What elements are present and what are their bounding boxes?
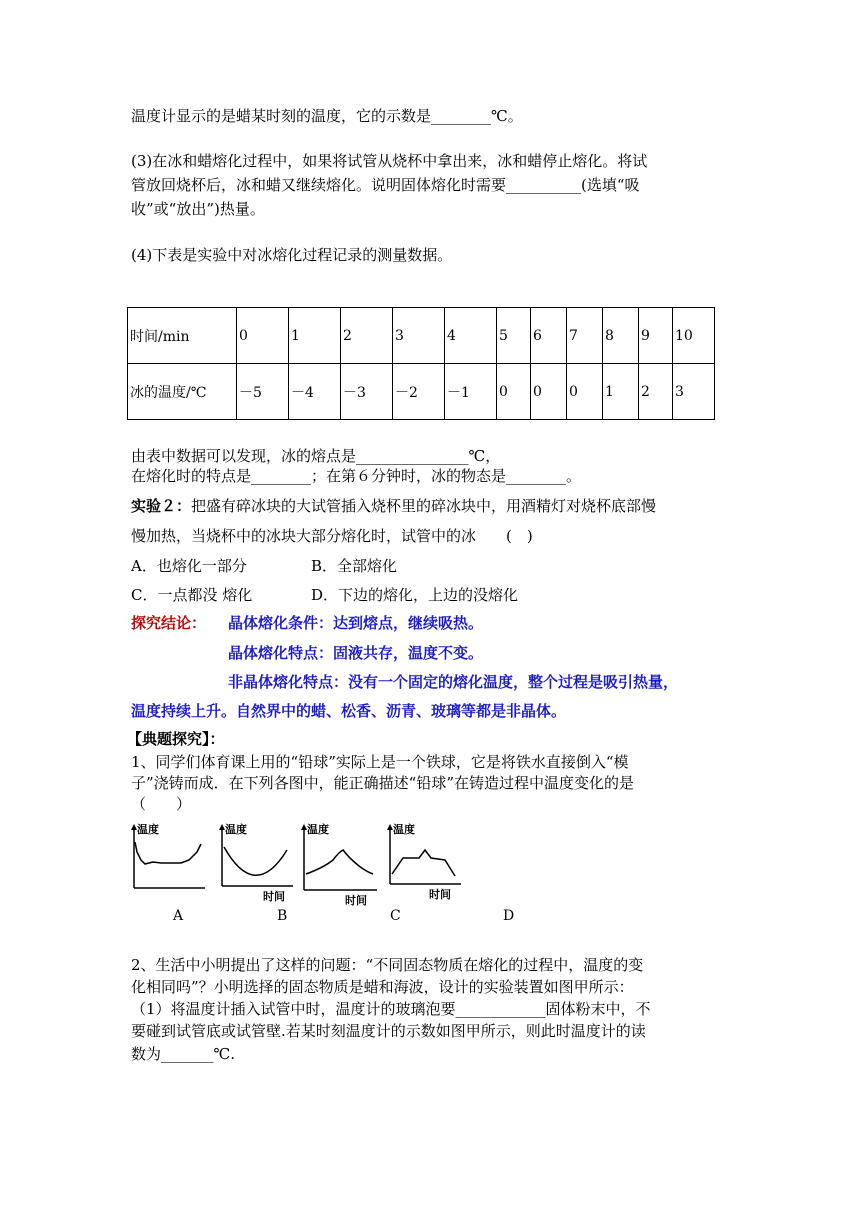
after-table-line-2: 在熔化时的特点是________；在第６分钟时，冰的物态是________。: [131, 467, 582, 485]
graph-a-ylabel: 温度: [137, 823, 159, 836]
graph-d: [383, 822, 463, 906]
table-row-time: [128, 308, 715, 364]
q2-line-4: 要碰到试管底或试管壁.若某时刻温度计的示数如图甲所示，则此时温度计的读: [131, 1022, 646, 1040]
graph-a: [127, 822, 207, 906]
table-cell: 0: [531, 364, 567, 420]
q1-line-3: （ ）: [131, 795, 192, 813]
after-table-line-1: 由表中数据可以发现，冰的熔点是_______________℃，: [131, 447, 501, 465]
table-cell: 5: [497, 308, 531, 364]
table-cell: 0: [567, 364, 603, 420]
graph-b-ylabel: 温度: [225, 823, 247, 836]
graph-b-xlabel: 时间: [263, 890, 285, 903]
q2-line-2: 化相同吗”？小明选择的固态物质是蜡和海波，设计的实验装置如图甲所示：: [131, 978, 634, 996]
graph-d-xlabel: 时间: [429, 888, 451, 901]
table-cell: 3: [393, 308, 445, 364]
graph-label-b: B: [277, 908, 288, 924]
table-cell: 8: [603, 308, 639, 364]
table-header-temp: 冰的温度/℃: [128, 364, 237, 420]
q2-line-1: 2、生活中小明提出了这样的问题：“不同固态物质在熔化的过程中，温度的变: [131, 956, 644, 974]
q2-line-3: （1）将温度计插入试管中时，温度计的玻璃泡要____________固体粉末中，不: [131, 1000, 651, 1018]
table-cell: －5: [237, 364, 289, 420]
table-cell: 0: [497, 364, 531, 420]
option-b: B．全部熔化: [311, 557, 398, 575]
table-cell: 1: [289, 308, 341, 364]
exp2-label: 实验２：: [131, 497, 192, 515]
table-cell: －3: [341, 364, 393, 420]
graph-label-a: A: [173, 908, 184, 924]
table-cell: 4: [445, 308, 497, 364]
q1-line-1: 1、同学们体育课上用的“铅球”实际上是一个铁球，它是将铁水直接倒入“模: [131, 753, 629, 771]
table-cell: 7: [567, 308, 603, 364]
table-cell: 2: [341, 308, 393, 364]
table-cell: －4: [289, 364, 341, 420]
table-cell: －2: [393, 364, 445, 420]
table-cell: 9: [639, 308, 673, 364]
table-row-temp: [128, 364, 715, 420]
ice-melting-table: [127, 307, 715, 420]
q3-line-2: 管放回烧杯后，冰和蜡又继续熔化。说明固体熔化时需要__________(选填“吸: [131, 176, 640, 194]
table-cell: 1: [603, 364, 639, 420]
option-a: A．也熔化一部分: [131, 557, 247, 575]
conclusion-line-4: 温度持续上升。自然界中的蜡、松香、沥青、玻璃等都是非晶体。: [131, 702, 567, 720]
exp2-text: 把盛有碎冰块的大试管插入烧杯里的碎冰块中，用酒精灯对烧杯底部慢: [191, 497, 657, 515]
graph-label-d: D: [503, 908, 515, 924]
graph-d-ylabel: 温度: [393, 823, 415, 836]
exp2-line-1: [131, 496, 656, 516]
conclusion-label: 探究结论：: [131, 614, 207, 632]
q1-line-2: 子”浇铸而成．在下列各图中，能正确描述“铅球”在铸造过程中温度变化的是: [131, 774, 635, 792]
table-cell: 10: [673, 308, 715, 364]
conclusion-line-3: 非晶体熔化特点：没有一个固定的熔化温度，整个过程是吸引热量，: [228, 673, 679, 691]
option-d: D．下边的熔化，上边的没熔化: [311, 586, 519, 604]
graph-c: [297, 822, 379, 906]
table-cell: 0: [237, 308, 289, 364]
table-cell: －1: [445, 364, 497, 420]
graph-c-ylabel: 温度: [307, 823, 329, 836]
graph-label-c: C: [390, 908, 401, 924]
exp2-line-2: 慢加热，当烧杯中的冰块大部分熔化时，试管中的冰 ( ): [131, 527, 533, 545]
conclusion-line-1: 晶体熔化条件：达到熔点，继续吸热。: [228, 614, 484, 632]
q3-line-1: (3)在冰和蜡熔化过程中，如果将试管从烧杯中拿出来，冰和蜡停止熔化。将试: [131, 152, 648, 170]
q3-line-3: 收”或“放出”)热量。: [131, 200, 265, 218]
table-header-time: 时间/min: [128, 308, 237, 364]
prev-question-line: 温度计显示的是蜡某时刻的温度，它的示数是________℃。: [131, 107, 523, 125]
graph-c-xlabel: 时间: [345, 894, 367, 906]
table-cell: 6: [531, 308, 567, 364]
typical-header: 【典题探究】：: [127, 730, 225, 748]
q4-line-1: (4)下表是实验中对冰熔化过程记录的测量数据。: [131, 246, 453, 264]
conclusion-line-2: 晶体熔化特点：固液共存，温度不变。: [228, 644, 484, 662]
q2-line-5: 数为_______℃.: [131, 1045, 236, 1063]
table-cell: 2: [639, 364, 673, 420]
graph-b: [215, 822, 295, 906]
option-c: C．一点都没 熔化: [131, 586, 253, 604]
table-cell: 3: [673, 364, 715, 420]
